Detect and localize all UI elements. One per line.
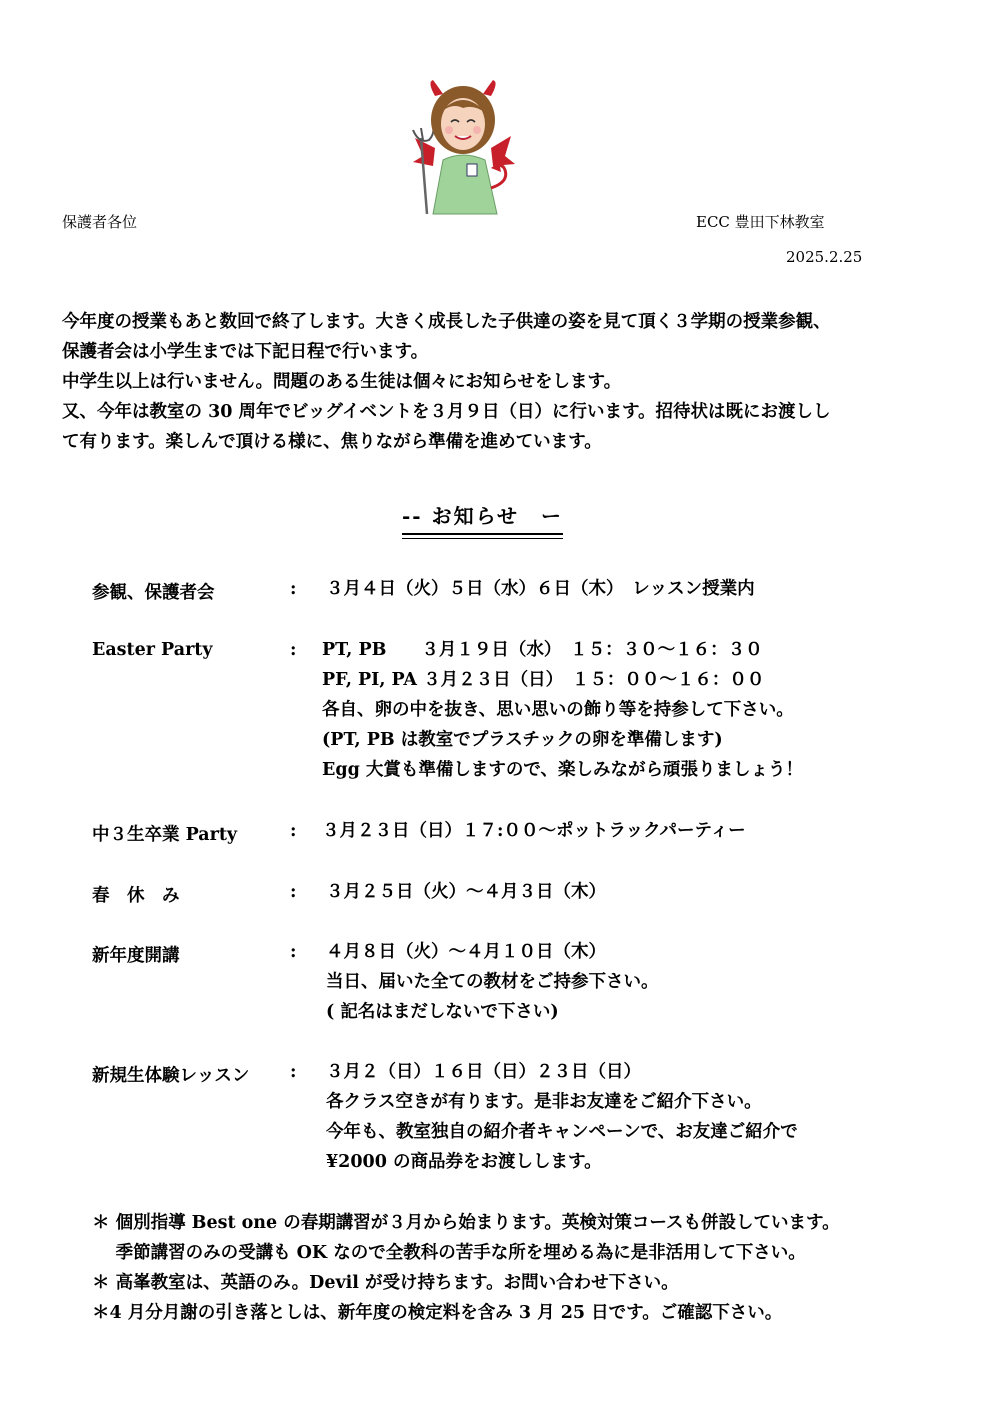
- schedule-line: 各クラス空きが有ります。是非お友達をご紹介下さい。: [326, 1092, 762, 1112]
- notes-section: [92, 1208, 840, 1328]
- schedule-line: (PT, PB は教室でプラスチックの卵を準備します): [322, 730, 723, 750]
- notice-title: -- お知らせ ー: [402, 500, 563, 535]
- schedule-value: [326, 937, 659, 1027]
- colon-separator: :: [290, 579, 297, 599]
- schedule-line: ３月２３日（日）１７:００～ポットラックパーティー: [322, 821, 746, 841]
- colon-separator: :: [290, 821, 297, 841]
- schedule-value: [326, 574, 755, 604]
- schedule-line: ( 記名はまだしないで下さい): [326, 1002, 559, 1022]
- note-line: 季節講習のみの受講も OK なので全教科の苦手な所を埋める為に是非活用して下さい。: [92, 1243, 806, 1263]
- intro-line: 今年度の授業もあと数回で終了します。大きく成長した子供達の姿を見て頂く３学期の授業参観、: [62, 312, 831, 332]
- schedule-value: [322, 816, 746, 846]
- schedule-value: [326, 1057, 798, 1177]
- schedule-label: 参観、保護者会: [92, 583, 215, 603]
- colon-separator: :: [290, 942, 297, 962]
- colon-separator: :: [290, 882, 297, 902]
- schedule-line: 今年も、教室独自の紹介者キャンペーンで、お友達ご紹介で: [326, 1122, 798, 1142]
- devil-mascot-illustration: [405, 78, 523, 218]
- schedule-label: 新年度開講: [92, 946, 180, 966]
- intro-line: 保護者会は小学生までは下記日程で行います。: [62, 342, 429, 362]
- schedule-line: ３月４日（火）５日（水）６日（木） レッスン授業内: [326, 579, 755, 599]
- recipient-label: 保護者各位: [62, 213, 138, 231]
- intro-line: て有ります。楽しんで頂ける様に、焦りながら準備を進めています。: [62, 432, 602, 452]
- schedule-line: 各自、卵の中を抜き、思い思いの飾り等を持参して下さい。: [322, 700, 794, 720]
- colon-separator: :: [290, 1062, 297, 1082]
- schedule-line: 当日、届いた全ての教材をご持参下さい。: [326, 972, 659, 992]
- schedule-line: ４月８日（火）～４月１０日（木）: [326, 942, 606, 962]
- document-date: 2025.2.25: [786, 248, 863, 266]
- schedule-line: ３月２５日（火）～４月３日（木）: [326, 882, 606, 902]
- schedule-line: ３月２（日）１６日（日）２３日（日）: [326, 1062, 641, 1082]
- schedule-label: 新規生体験レッスン: [92, 1066, 250, 1086]
- schedule-label: 春 休 み: [92, 886, 180, 906]
- intro-line: 又、今年は教室の 30 周年でビッグイベントを３月９日（日）に行います。招待状は既にお渡しし: [62, 402, 831, 422]
- schedule-line: PF, PI, PA ３月２３日（日） １５：００～１６：００: [322, 670, 765, 690]
- colon-separator: :: [290, 640, 297, 660]
- school-name: ECC 豊田下林教室: [696, 213, 825, 231]
- intro-line: 中学生以上は行いません。問題のある生徒は個々にお知らせをします。: [62, 372, 622, 392]
- schedule-label: Easter Party: [92, 640, 213, 660]
- note-line: ＊4 月分月謝の引き落としは、新年度の検定料を含み 3 月 25 日です。ご確認下さい。: [92, 1303, 783, 1323]
- schedule-line: Egg 大賞も準備しますので、楽しみながら頑張りましょう！: [322, 760, 804, 780]
- schedule-label: 中３生卒業 Party: [92, 825, 238, 845]
- note-line: ＊ 高峯教室は、英語のみ。Devil が受け持ちます。お問い合わせ下さい。: [92, 1273, 679, 1293]
- schedule-line: PT, PB ３月１９日（水） １５：３０～１６：３０: [322, 640, 763, 660]
- schedule-value: [322, 635, 803, 785]
- schedule-line: ¥2000 の商品券をお渡しします。: [326, 1152, 602, 1172]
- intro-paragraph: [62, 307, 962, 457]
- schedule-value: [326, 877, 606, 907]
- note-line: ＊ 個別指導 Best one の春期講習が３月から始まります。英検対策コースも併設しています。: [92, 1213, 840, 1233]
